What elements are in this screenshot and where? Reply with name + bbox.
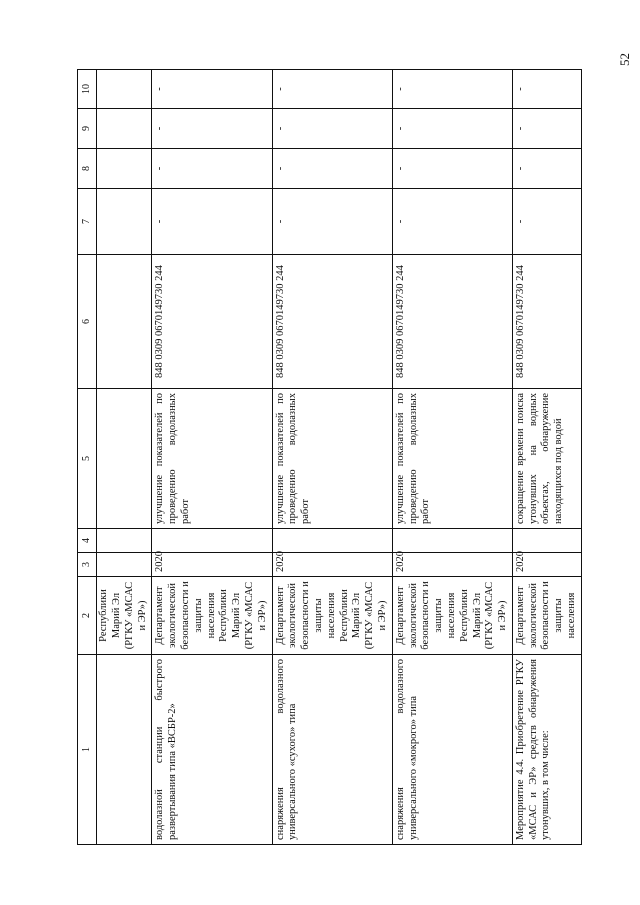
continuation-cell <box>97 109 152 149</box>
table-row <box>152 70 272 845</box>
budget-code: 848 0309 0670149730 244 <box>392 255 512 389</box>
measure-name: Мероприятие 4.4. Приобретение РГКУ «МСАС и ЭР» средств обнаружения утонувших, в том числе: <box>512 655 581 845</box>
continuation-cell <box>97 655 152 845</box>
expected-result: сокращение времени поиска утонувших на водных объектах, обнаружение находящихся под водой <box>512 389 581 529</box>
year-end <box>272 529 392 553</box>
value-cell: - <box>152 109 272 149</box>
header-cell: 1 <box>78 655 97 845</box>
value-cell: - <box>392 70 512 109</box>
table-row <box>392 70 512 845</box>
responsible-executor: Департамент экологической безопасности и защиты населения <box>512 577 581 655</box>
budget-code: 848 0309 0670149730 244 <box>512 255 581 389</box>
continuation-row <box>97 70 152 845</box>
header-cell: 7 <box>78 189 97 255</box>
measure-name: снаряжения водолазного универсального «мокрого» типа <box>392 655 512 845</box>
year-start: 2020 <box>152 553 272 577</box>
header-cell: 6 <box>78 255 97 389</box>
header-cell: 10 <box>78 70 97 109</box>
table-header-row <box>78 70 97 845</box>
value-cell: - <box>512 149 581 189</box>
expected-result: улучшение показателей по проведению водолазных работ <box>152 389 272 529</box>
value-cell: - <box>392 109 512 149</box>
expected-result: улучшение показателей по проведению водолазных работ <box>392 389 512 529</box>
value-cell: - <box>512 189 581 255</box>
year-start: 2020 <box>272 553 392 577</box>
page-number: 52 <box>617 53 632 66</box>
year-start: 2020 <box>392 553 512 577</box>
measure-name: снаряжения водолазного универсального «сухого» типа <box>272 655 392 845</box>
value-cell: - <box>272 109 392 149</box>
value-cell: - <box>152 189 272 255</box>
value-cell: - <box>392 149 512 189</box>
header-cell: 9 <box>78 109 97 149</box>
header-cell: 3 <box>78 553 97 577</box>
budget-code: 848 0309 0670149730 244 <box>272 255 392 389</box>
header-cell: 5 <box>78 389 97 529</box>
value-cell: - <box>272 189 392 255</box>
continuation-cell <box>97 255 152 389</box>
continuation-cell <box>97 189 152 255</box>
expected-result: улучшение показателей по проведению водолазных работ <box>272 389 392 529</box>
measure-name: водолазной станции быстрого развертывания типа «ВСБР-2» <box>152 655 272 845</box>
year-start: 2020 <box>512 553 581 577</box>
value-cell: - <box>512 70 581 109</box>
header-cell: 8 <box>78 149 97 189</box>
program-table <box>77 69 582 845</box>
table-row <box>512 70 581 845</box>
value-cell: - <box>512 109 581 149</box>
continuation-cell <box>97 553 152 577</box>
value-cell: - <box>272 70 392 109</box>
responsible-executor: Департамент экологической безопасности и защиты населения Республики Марий Эл (РГКУ «МСАС и ЭР») <box>392 577 512 655</box>
year-end <box>512 529 581 553</box>
responsible-executor-continuation: Республики Марий Эл (РГКУ «МСАС и ЭР») <box>97 577 152 655</box>
continuation-cell <box>97 70 152 109</box>
header-cell: 2 <box>78 577 97 655</box>
continuation-cell <box>97 149 152 189</box>
year-end <box>152 529 272 553</box>
value-cell: - <box>152 149 272 189</box>
budget-code: 848 0309 0670149730 244 <box>152 255 272 389</box>
continuation-cell <box>97 529 152 553</box>
continuation-cell <box>97 389 152 529</box>
value-cell: - <box>152 70 272 109</box>
year-end <box>392 529 512 553</box>
header-cell: 4 <box>78 529 97 553</box>
value-cell: - <box>392 189 512 255</box>
value-cell: - <box>272 149 392 189</box>
responsible-executor: Департамент экологической безопасности и защиты населения Республики Марий Эл (РГКУ «МСАС и ЭР») <box>152 577 272 655</box>
table-row <box>272 70 392 845</box>
responsible-executor: Департамент экологической безопасности и защиты населения Республики Марий Эл (РГКУ «МСАС и ЭР») <box>272 577 392 655</box>
